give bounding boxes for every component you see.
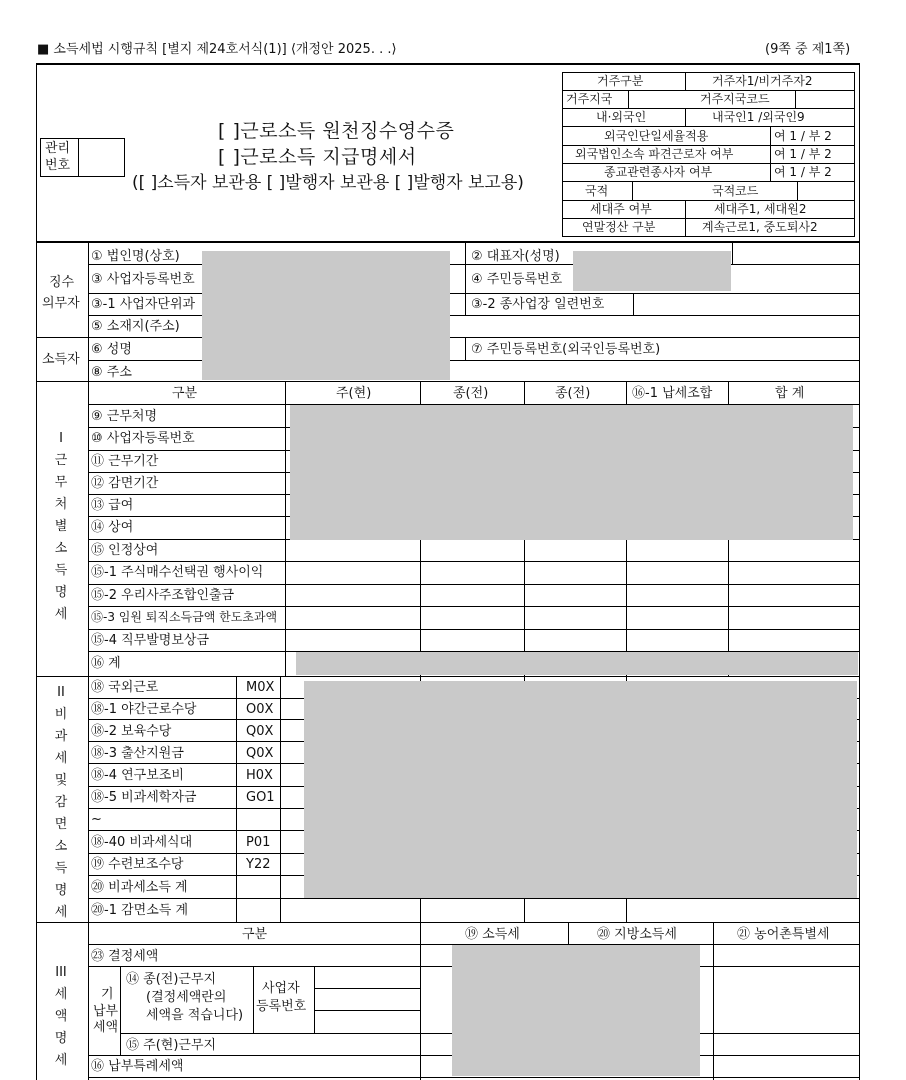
title-copy-type: ([ ]소득자 보관용 [ ]발행자 보관용 [ ]발행자 보고용) <box>132 173 524 193</box>
prepaid-label-1: 기 <box>101 987 114 1002</box>
form-reference: ■ 소득세법 시행규칙 [별지 제24호서식(1)] ⟨개정안 2025. . .⟩ <box>37 42 397 57</box>
row-workplace-name: ⑨ 근무처명 <box>91 409 158 424</box>
row-nontaxable-total: ⑳ 비과세소득 계 <box>91 880 188 895</box>
page-indicator: (9쪽 중 제1쪽) <box>765 42 851 57</box>
row-training-allowance: ⑲ 수련보조수당 <box>91 857 184 872</box>
status-nation-code-label: 국적코드 <box>712 184 759 198</box>
code-overseas-work: M0X <box>246 680 275 695</box>
bizno-label-1: 사업자 <box>262 981 300 996</box>
field-branch-serial: ③-2 종사업장 일련번호 <box>471 297 605 312</box>
title-receipt: [ ]근로소득 원천징수영수증 <box>218 120 455 142</box>
field-resident-number: ④ 주민등록번호 <box>471 272 563 287</box>
row-reduction-period: ⑫ 감면기간 <box>91 476 159 491</box>
row-previous-workplace-note-2: 세액을 적습니다) <box>146 1008 244 1023</box>
header-category: 구분 <box>172 386 198 401</box>
status-householder-label: 세대주 여부 <box>590 202 652 216</box>
status-religious-value: 여 1 / 부 2 <box>774 165 832 179</box>
code-scholarship: GO1 <box>246 790 275 805</box>
field-representative: ② 대표자(성명) <box>471 249 560 264</box>
code-night-work: O0X <box>246 702 274 717</box>
status-settlement-label: 연말정산 구분 <box>582 220 656 234</box>
prepaid-label-3: 세액 <box>93 1020 119 1035</box>
code-training-allowance: Y22 <box>246 857 271 872</box>
row-business-number: ⑩ 사업자등록번호 <box>91 431 195 446</box>
status-nationality-value: 내국인1 /외국인9 <box>712 110 805 124</box>
sec3-header-local-tax: ⑳ 지방소득세 <box>597 927 677 942</box>
header-previous-1: 종(전) <box>453 386 489 401</box>
row-special-payment: ⑯ 납부특례세액 <box>91 1059 184 1074</box>
field-earner-name: ⑥ 성명 <box>91 342 132 357</box>
code-meal-allowance: P01 <box>246 835 271 850</box>
field-business-number: ③ 사업자등록번호 <box>91 272 195 287</box>
redacted-tax-values <box>452 945 700 1076</box>
row-deemed-bonus: ⑮ 인정상여 <box>91 543 159 558</box>
field-company-name: ① 법인명(상호) <box>91 249 180 264</box>
redacted-nontaxable <box>304 681 857 898</box>
row-stock-option: ⑮-1 주식매수선택권 행사이익 <box>91 565 264 580</box>
section-2-vertical-label: II 비 과 세 및 감 면 소 득 명 세 <box>54 685 68 920</box>
row-meal-allowance: ⑱-40 비과세식대 <box>91 835 193 850</box>
redacted-subtotal <box>296 652 858 675</box>
status-country-code-label: 거주지국코드 <box>700 92 770 106</box>
row-overseas-work: ⑱ 국외근로 <box>91 680 159 695</box>
section-3-vertical-label: III 세 액 명 세 <box>54 965 68 1068</box>
code-research-aid: H0X <box>246 768 273 783</box>
mgmt-label: 관리 <box>45 141 71 156</box>
row-invention-reward: ⑮-4 직무발명보상금 <box>91 633 210 648</box>
status-country-label: 거주지국 <box>566 92 613 106</box>
title-statement: [ ]근로소득 지급명세서 <box>218 146 417 168</box>
withholder-label-2: 의무자 <box>42 296 80 311</box>
field-earner-id: ⑦ 주민등록번호(외국인등록번호) <box>471 342 661 357</box>
row-night-work: ⑱-1 야간근로수당 <box>91 702 197 717</box>
code-childcare: Q0X <box>246 724 274 739</box>
row-scholarship: ⑱-5 비과세학자금 <box>91 790 197 805</box>
redacted-withholder <box>202 251 450 380</box>
status-nation-label: 국적 <box>585 184 609 198</box>
row-previous-workplace: ⑭ 종(전)근무지 <box>126 972 217 987</box>
row-research-aid: ⑱-4 연구보조비 <box>91 768 184 783</box>
redacted-representative <box>573 251 731 291</box>
header-previous-2: 종(전) <box>555 386 591 401</box>
code-birth-support: Q0X <box>246 746 274 761</box>
row-previous-workplace-note-1: (결정세액란의 <box>146 990 227 1005</box>
status-religious-label: 종교관련종사자 여부 <box>604 165 713 179</box>
section-1-vertical-label: I 근 무 처 별 소 득 명 세 <box>54 431 68 622</box>
row-ellipsis: ~ <box>91 812 102 827</box>
row-determined-tax: ㉓ 결정세액 <box>91 949 159 964</box>
status-settlement-value: 계속근로1, 중도퇴사2 <box>702 220 818 234</box>
row-birth-support: ⑱-3 출산지원금 <box>91 746 184 761</box>
sec3-header-rural-tax: ㉑ 농어촌특별세 <box>737 927 830 942</box>
mgmt-label-2: 번호 <box>45 158 71 173</box>
earner-label: 소득자 <box>42 352 80 367</box>
header-tax-union: ⑯-1 납세조합 <box>632 386 713 401</box>
row-esop-withdrawal: ⑮-2 우리사주조합인출금 <box>91 588 235 603</box>
withholder-label-1: 징수 <box>49 275 75 290</box>
row-subtotal: ⑯ 계 <box>91 656 121 671</box>
sec3-header-category: 구분 <box>242 927 268 942</box>
status-residence-value: 거주자1/비거주자2 <box>712 74 813 88</box>
status-flat-rate-label: 외국인단일세율적용 <box>604 129 709 143</box>
sec3-header-income-tax: ⑲ 소득세 <box>465 927 520 942</box>
row-salary: ⑬ 급여 <box>91 498 134 513</box>
status-dispatched-value: 여 1 / 부 2 <box>774 147 832 161</box>
prepaid-label-2: 납부 <box>93 1004 119 1019</box>
redacted-income-block <box>290 405 853 540</box>
bizno-label-2: 등록번호 <box>256 999 307 1014</box>
status-dispatched-label: 외국법인소속 파견근로자 여부 <box>575 147 734 161</box>
header-current: 주(현) <box>336 386 372 401</box>
field-unit-business: ③-1 사업자단위과 <box>91 297 196 312</box>
row-exec-retirement-excess: ⑮-3 임원 퇴직소득금액 한도초과액 <box>91 610 278 624</box>
status-householder-value: 세대주1, 세대원2 <box>714 202 807 216</box>
header-total: 합 계 <box>775 386 805 401</box>
row-reduction-total: ⑳-1 감면소득 계 <box>91 903 189 918</box>
status-residence-label: 거주구분 <box>597 74 644 88</box>
row-work-period: ⑪ 근무기간 <box>91 454 159 469</box>
status-nationality-label: 내·외국인 <box>596 110 647 124</box>
row-bonus: ⑭ 상여 <box>91 520 134 535</box>
row-current-workplace: ⑮ 주(현)근무지 <box>126 1038 217 1053</box>
status-flat-rate-value: 여 1 / 부 2 <box>774 129 832 143</box>
row-childcare: ⑱-2 보육수당 <box>91 724 172 739</box>
field-earner-address: ⑧ 주소 <box>91 365 132 380</box>
field-address: ⑤ 소재지(주소) <box>91 319 180 334</box>
